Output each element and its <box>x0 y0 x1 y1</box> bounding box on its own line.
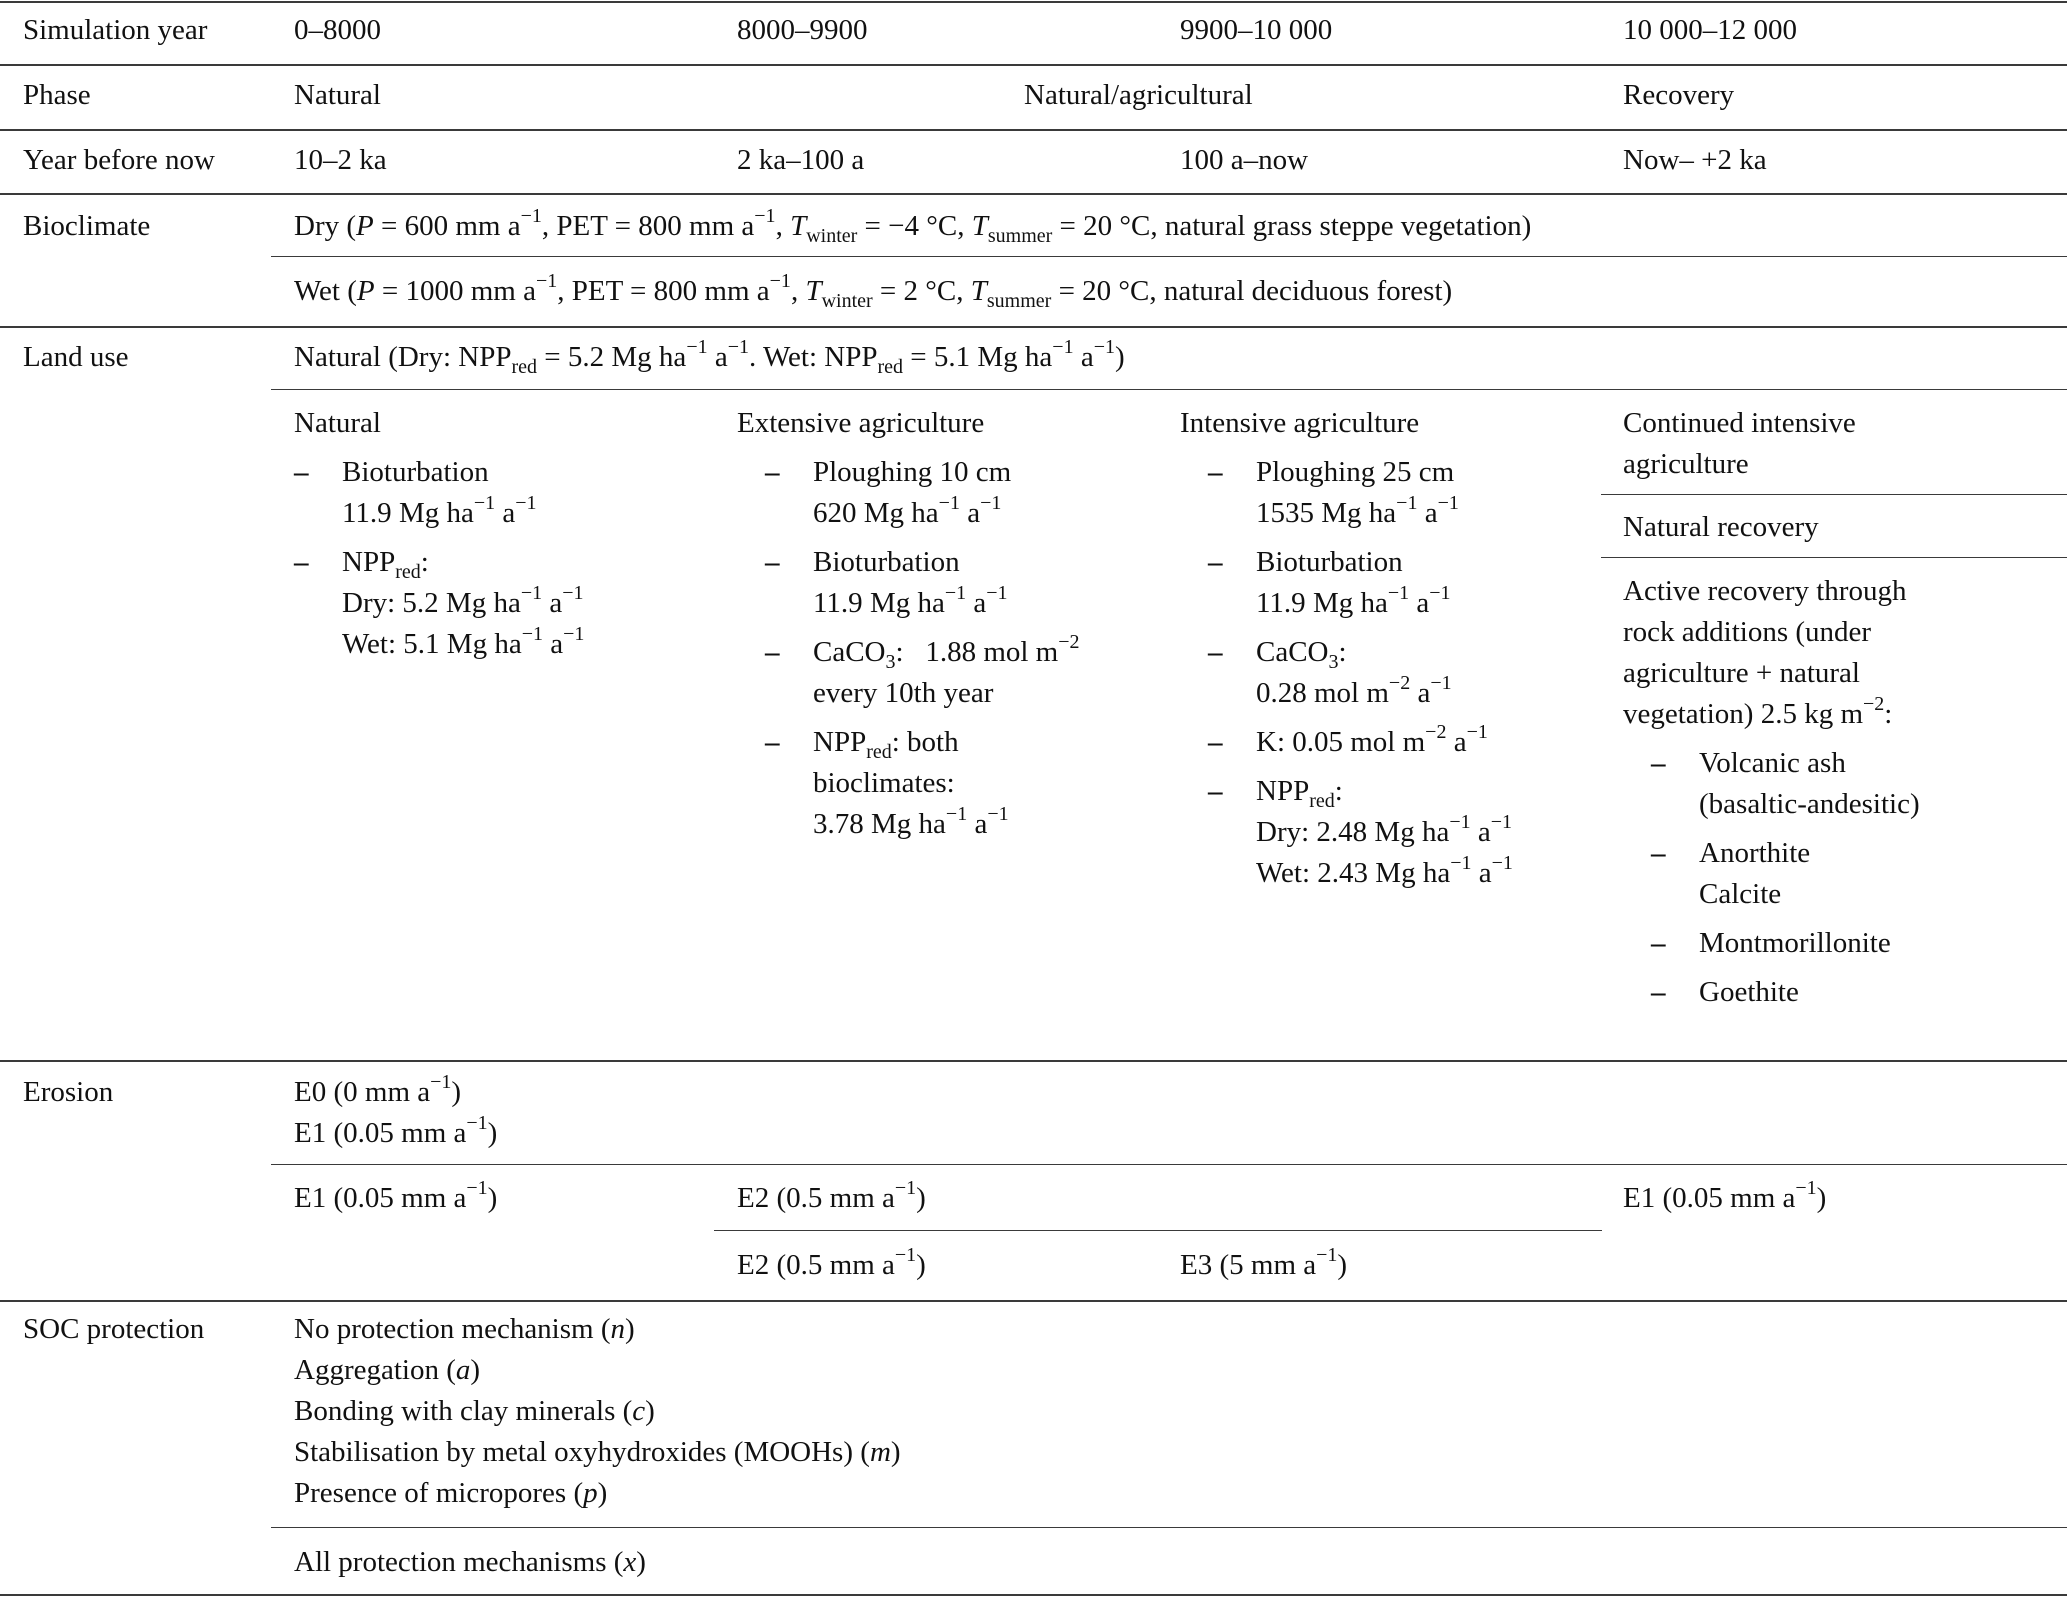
simulation-year-col-1: 0–8000 <box>294 14 381 46</box>
dash-bullet: – <box>1208 775 1223 807</box>
dash-bullet: – <box>1651 976 1666 1008</box>
row-label-bioclimate: Bioclimate <box>23 210 151 242</box>
land-use-extensive-column: Extensive agriculture – Ploughing 10 cm 620 Mg $ha^{-1}$ $a^{-1}$ – Bioturbation 11.9 Mg $ha^{-1}$ $a^{-1}$ – CaCO$_3$: 1.88 mol $m^{-2}$ every 10th year – $NPP_{red}$: both bioclimates: 3.78 Mg $ha^{-1}$ $a^{-1}$ <box>737 403 1080 845</box>
erosion-natural-options: E0 (0 mm $a^{-1}$) E1 (0.05 mm $a^{-1}$) <box>294 1071 498 1149</box>
erosion-scenario-e3-intensive: E3 (5 mm $a^{-1}$) <box>1180 1244 1348 1281</box>
dash-bullet: – <box>1651 927 1666 959</box>
dash-bullet: – <box>765 546 780 578</box>
dash-bullet: – <box>1208 456 1223 488</box>
soc-item: No protection mechanism (n) <box>294 1313 635 1345</box>
dash-bullet: – <box>294 456 309 488</box>
soc-protection-list <box>294 1309 901 1514</box>
simulation-year-col-2: 8000–9900 <box>737 14 868 46</box>
rule-bottom <box>0 1594 2067 1596</box>
bioclimate-dry: Dry (P = 600 mm $a^{-1}$, PET = 800 mm $a^{-1}$, $T_{winter} = -4$ °C, $T_{summer} = 20$ °C, natural grass steppe vegetation) <box>294 205 1532 247</box>
year-before-now-col-4: Now– +2 ka <box>1623 144 1767 176</box>
soc-item: Presence of micropores (p) <box>294 1477 608 1509</box>
rule-after-bioclimate <box>0 326 2067 328</box>
year-before-now-col-1: 10–2 ka <box>294 144 387 176</box>
row-label-erosion: Erosion <box>23 1076 114 1108</box>
natural-title: Natural <box>294 407 381 439</box>
bioclimate-wet: Wet (P = 1000 mm $a^{-1}$, PET = 800 mm $a^{-1}$, $T_{winter} = 2$ °C, $T_{summer} = 20$ °C, natural deciduous forest) <box>294 270 1453 312</box>
rule-landuse-split <box>271 389 2067 390</box>
dash-bullet: – <box>294 546 309 578</box>
rule-top <box>0 1 2067 3</box>
land-use-intensive-column: Intensive agriculture – Ploughing 25 cm 1535 Mg $ha^{-1}$ $a^{-1}$ – Bioturbation 11.9 Mg $ha^{-1}$ $a^{-1}$ – CaCO$_3$: 0.28 mol $m^{-2}$ $a^{-1}$ – K: 0.05 mol $m^{-2}$ $a^{-1}$ – $NPP_{red}$: Dry: 2.48 Mg $ha^{-1}$ $a^{-1}$ Wet: 2.43 Mg $ha^{-1}$ $a^{-1}$ <box>1180 403 1513 894</box>
row-label-land-use: Land use <box>23 341 129 373</box>
phase-recovery: Recovery <box>1623 79 1735 111</box>
land-use-recovery-continued: Continued intensive agriculture <box>1623 407 1856 480</box>
rule-erosion-split <box>271 1164 2067 1165</box>
dash-bullet: – <box>1651 837 1666 869</box>
row-label-year-before-now: Year before now <box>23 144 215 176</box>
extensive-title: Extensive agriculture <box>737 407 985 439</box>
rule-after-phase <box>0 129 2067 131</box>
land-use-natural-summary: Natural (Dry: $NPP_{red} = 5.2$ Mg $ha^{-1}$ $a^{-1}$. Wet: $NPP_{red} = 5.1$ Mg $ha^{-1}$ $a^{-1}$) <box>294 336 1125 378</box>
dash-bullet: – <box>1208 726 1223 758</box>
row-label-soc-protection: SOC protection <box>23 1313 205 1345</box>
rule-bioclimate-split <box>271 256 2067 257</box>
dash-bullet: – <box>1208 636 1223 668</box>
year-before-now-col-3: 100 a–now <box>1180 144 1309 176</box>
simulation-year-col-3: 9900–10 000 <box>1180 14 1333 46</box>
rule-after-simulation-year <box>0 64 2067 66</box>
dash-bullet: – <box>765 636 780 668</box>
rule-recovery-split-2 <box>1601 557 2067 558</box>
soc-item: Stabilisation by metal oxyhydroxides (MOOHs) (m) <box>294 1436 901 1468</box>
land-use-recovery-natural: Natural recovery <box>1623 511 1819 543</box>
dash-bullet: – <box>765 456 780 488</box>
year-before-now-col-2: 2 ka–100 a <box>737 144 865 176</box>
simulation-year-col-4: 10 000–12 000 <box>1623 14 1797 46</box>
soc-protection-all: All protection mechanisms (x) <box>294 1546 646 1578</box>
dash-bullet: – <box>765 726 780 758</box>
rule-soc-split <box>271 1527 2067 1528</box>
rule-recovery-split-1 <box>1601 494 2067 495</box>
erosion-scenario-e1-start: E1 (0.05 mm $a^{-1}$) <box>294 1177 498 1214</box>
dash-bullet: – <box>1651 747 1666 779</box>
rule-after-erosion <box>0 1300 2067 1302</box>
erosion-scenario-e1-recovery: E1 (0.05 mm $a^{-1}$) <box>1623 1177 1827 1214</box>
phase-natural: Natural <box>294 79 381 111</box>
land-use-recovery-active: Active recovery through rock additions (under agriculture + natural vegetation) 2.5 kg $m^{-2}$: – Volcanic ash (basaltic-andesitic) – Anorthite Calcite – Montmorillonite – Goethite <box>1623 571 1920 1013</box>
intensive-title: Intensive agriculture <box>1180 407 1420 439</box>
rule-after-year-before-now <box>0 193 2067 195</box>
rule-after-land-use <box>0 1060 2067 1062</box>
dash-bullet: – <box>1208 546 1223 578</box>
soc-item: Bonding with clay minerals (c) <box>294 1395 655 1427</box>
rule-erosion-e2-split <box>714 1230 1602 1231</box>
row-label-simulation-year: Simulation year <box>23 14 208 46</box>
row-label-phase: Phase <box>23 79 91 111</box>
erosion-scenario-e2-extensive: E2 (0.5 mm $a^{-1}$) <box>737 1244 926 1281</box>
land-use-natural-column: Natural – Bioturbation 11.9 Mg $ha^{-1}$ $a^{-1}$ – $NPP_{red}$: Dry: 5.2 Mg $ha^{-1}$ $a^{-1}$ Wet: 5.1 Mg $ha^{-1}$ $a^{-1}$ <box>294 403 584 665</box>
soc-item: Aggregation (a) <box>294 1354 481 1386</box>
phase-natural-agricultural: Natural/agricultural <box>1024 79 1253 111</box>
erosion-scenario-e2-constant: E2 (0.5 mm $a^{-1}$) <box>737 1177 926 1214</box>
